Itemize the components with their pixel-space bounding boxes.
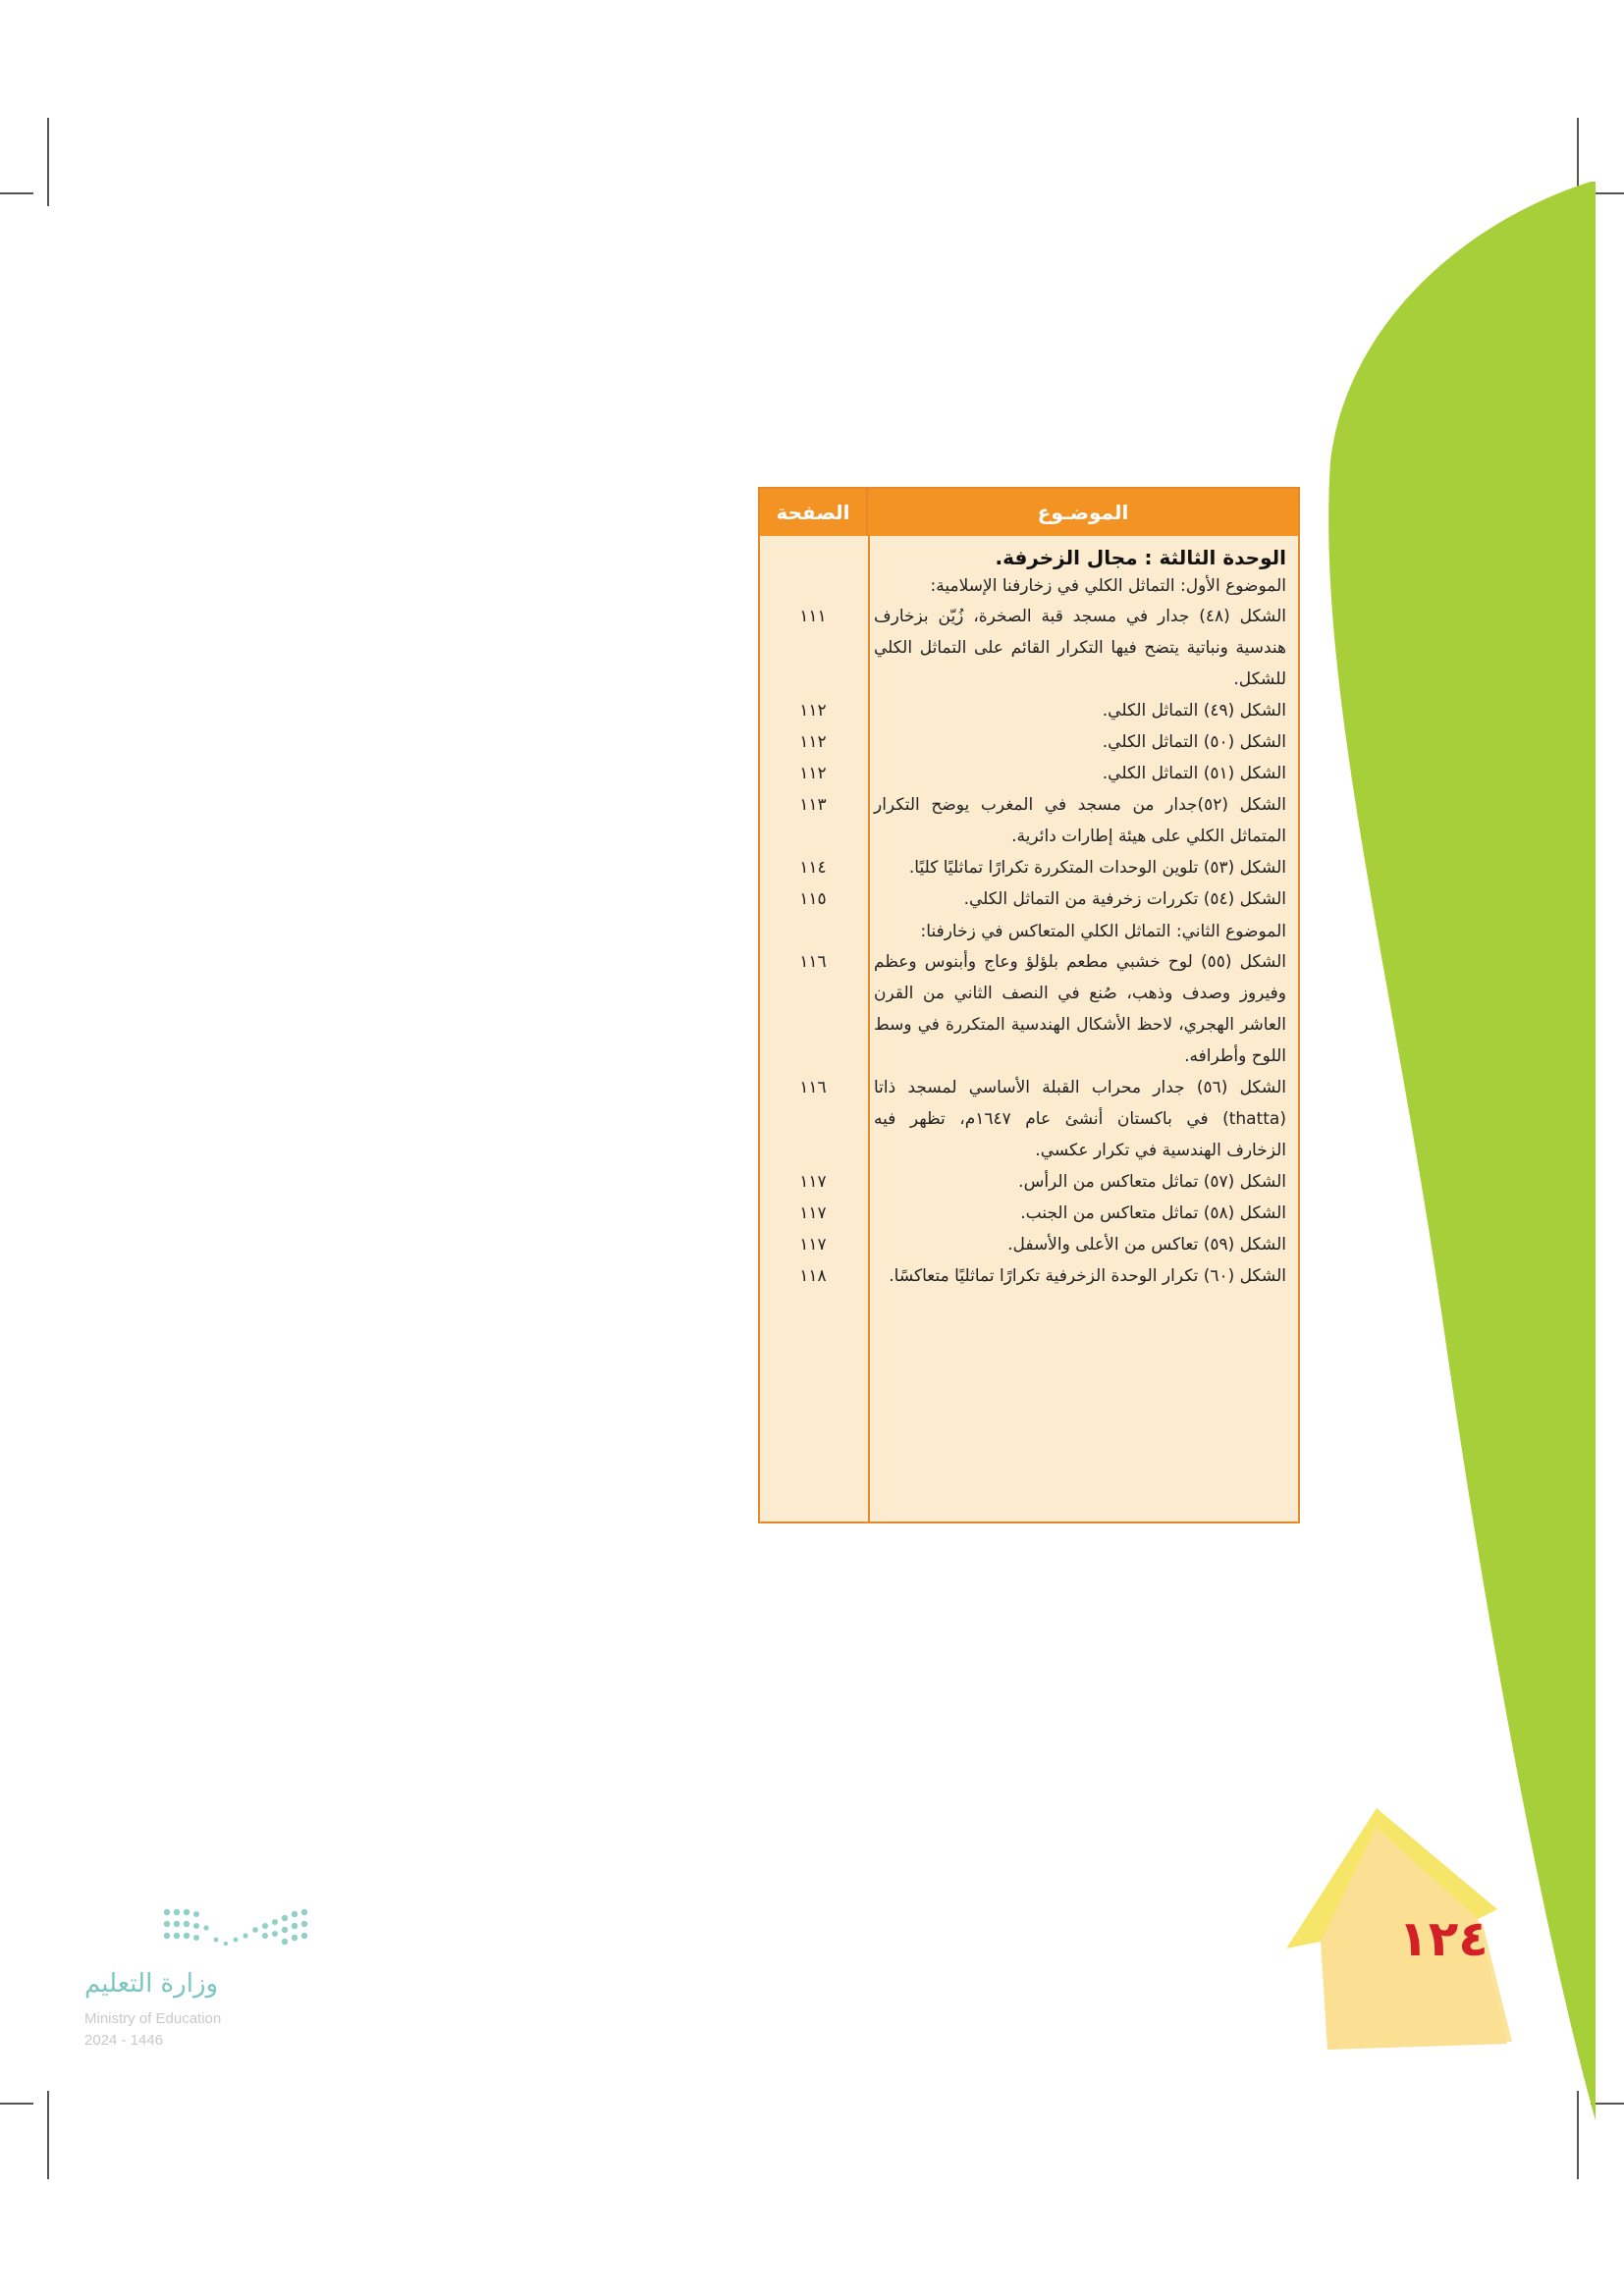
entry-page: ١١٢ [799,732,827,752]
entry-text: الشكل (٥٩) تعاكس من الأعلى والأسفل. [1007,1235,1286,1255]
toc-row [760,601,1298,695]
entry-text: الشكل (٤٨) جدار في مسجد قبة الصخرة، زُيّن بزخارف هندسية ونباتية يتضح فيها التكرار القائم على التماثل الكلي للشكل. [874,607,1286,689]
ministry-logo [84,1904,320,2052]
entry-page: ١١٧ [799,1203,827,1223]
table-of-contents [758,487,1300,1523]
toc-row [760,1198,1298,1229]
header-page: الصفحة [776,501,850,524]
entry-page: ١١٧ [799,1172,827,1192]
entry-page: ١١٢ [799,701,827,721]
entry-text: الشكل (٥٥) لوح خشبي مطعم بلؤلؤ وعاج وأبنوس وعظم وفيروز وصدف وذهب، صُنع في النصف الثاني من القرن العاشر الهجري، لاحظ الأشكال الهندسية المتكررة في وسط اللوح وأطرافه. [874,952,1286,1066]
entry-text: الشكل (٥٠) التماثل الكلي. [1102,732,1286,752]
entry-text: الشكل (٥١) التماثل الكلي. [1102,764,1286,783]
toc-body [760,536,1298,1292]
toc-row [760,695,1298,726]
toc-row [760,726,1298,758]
toc-row [760,789,1298,852]
toc-row [760,758,1298,789]
entry-page: ١١٨ [799,1266,827,1286]
entry-page: ١١٤ [799,858,827,878]
toc-row [760,852,1298,883]
toc-row [760,1229,1298,1260]
entry-page: ١١٦ [799,1078,827,1097]
toc-row [760,1072,1298,1166]
entry-page: ١١١ [799,607,827,626]
entry-page: ١١٦ [799,952,827,972]
entry-text: الشكل (٥٣) تلوين الوحدات المتكررة تكرارًا تماثليًا كليًا. [908,858,1286,878]
unit-title: الوحدة الثالثة : مجال الزخرفة. [995,546,1286,569]
ministry-name-arabic: وزارة التعليم [84,1969,219,1999]
entry-text: الشكل (٦٠) تكرار الوحدة الزخرفية تكرارًا تماثليًا متعاكسًا. [889,1266,1286,1286]
toc-row [760,883,1298,915]
toc-header [760,489,1298,536]
entry-text: الشكل (٥٨) تماثل متعاكس من الجنب. [1020,1203,1286,1223]
topic-heading: الموضوع الأول: التماثل الكلي في زخارفنا الإسلامية: [930,576,1286,596]
header-topic: الموضـوع [866,489,1298,536]
toc-row [760,1166,1298,1198]
entry-page: ١١٢ [799,764,827,783]
entry-page: ١١٧ [799,1235,827,1255]
entry-text: الشكل (٥٧) تماثل متعاكس من الرأس. [1018,1172,1286,1192]
entry-text: الشكل (٥٦) جدار محراب القبلة الأساسي لمسجد ذاتا (thatta) في باكستان أنشئ عام ١٦٤٧م، تظهر فيه الزخارف الهندسية في تكرار عكسي. [874,1078,1286,1160]
entry-page: ١١٣ [799,795,827,815]
ministry-dots-icon [161,1904,318,1963]
entry-text: الشكل (٥٤) تكررات زخرفية من التماثل الكلي. [963,889,1286,909]
entry-page: ١١٥ [799,889,827,909]
entry-text: الشكل (٥٢)جدار من مسجد في المغرب يوضح التكرار المتماثل الكلي على هيئة إطارات دائرية. [874,795,1286,846]
topic-heading: الموضوع الثاني: التماثل الكلي المتعاكس في زخارفنا: [920,922,1286,941]
ministry-name-english: Ministry of Education [84,2010,222,2027]
column-divider [868,536,870,1522]
toc-row [760,1260,1298,1292]
ministry-year: 2024 - 1446 [84,2032,164,2049]
toc-row [760,946,1298,1072]
page-number: ١٢٤ [1398,1910,1489,1967]
entry-text: الشكل (٤٩) التماثل الكلي. [1102,701,1286,721]
